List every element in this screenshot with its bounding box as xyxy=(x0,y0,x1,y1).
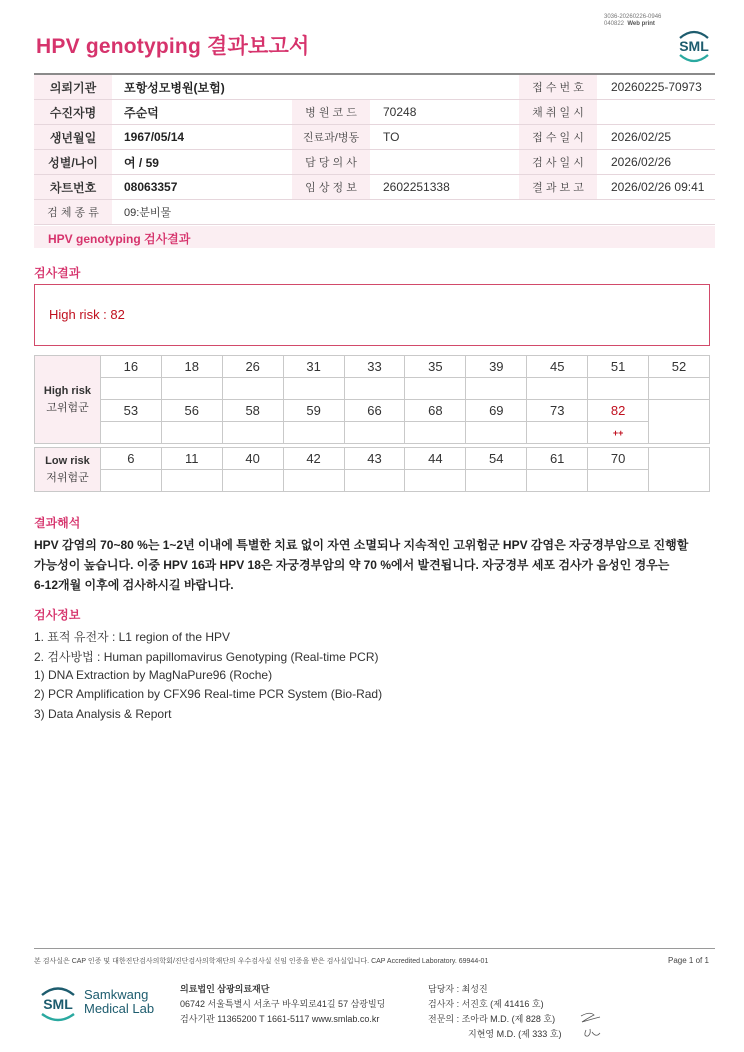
sex-age-value: 여 / 59 xyxy=(112,150,292,175)
genotype-cell: 61 xyxy=(527,448,588,470)
genotype-cell: 43 xyxy=(344,448,405,470)
genotype-cell: 70 xyxy=(588,448,649,470)
genotype-cell: 33 xyxy=(344,356,405,378)
interpretation-line: HPV 감염의 70~80 %는 1~2년 이내에 특별한 치료 없이 자연 소멸되나 지속적인 고위험군 HPV 감염은 자궁경부암으로 진행할 xyxy=(34,538,689,552)
genotype-cell: 73 xyxy=(527,400,588,422)
footer-divider xyxy=(34,948,715,949)
doctor-label: 담 당 의 사 xyxy=(292,150,370,175)
genotype-cell: 54 xyxy=(466,448,527,470)
test-info-line: 3) Data Analysis & Report xyxy=(34,707,172,721)
specimen-value: 09:분비물 xyxy=(112,200,715,225)
result-cell xyxy=(466,378,527,400)
info-row xyxy=(34,175,715,200)
receipt-no-value: 20260225-70973 xyxy=(597,75,715,100)
result-cell xyxy=(283,422,344,444)
result-cell xyxy=(161,378,222,400)
genotype-cell: 58 xyxy=(222,400,283,422)
section-bar xyxy=(34,226,715,248)
info-row xyxy=(34,200,715,225)
request-org-value: 포항성모병원(보험) xyxy=(112,75,519,100)
chart-no-value: 08063357 xyxy=(112,175,292,200)
result-cell xyxy=(405,470,466,492)
footer-brand xyxy=(84,988,154,1016)
result-cell xyxy=(466,422,527,444)
foundation-address: 06742 서울특별시 서초구 바우뫼로41길 57 삼광빌딩 xyxy=(180,999,386,1009)
genotype-cell: 68 xyxy=(405,400,466,422)
low-risk-label-ko: 저위험군 xyxy=(46,471,89,484)
info-row xyxy=(34,150,715,175)
result-cell xyxy=(161,422,222,444)
genotype-cell: 16 xyxy=(100,356,161,378)
patient-name-value: 주순덕 xyxy=(112,100,292,125)
test-info-heading: 검사정보 xyxy=(34,608,81,622)
collection-date-value xyxy=(597,100,715,125)
result-cell xyxy=(344,470,405,492)
collection-date-label: 채 취 일 시 xyxy=(519,100,597,125)
genotype-cell: 52 xyxy=(649,356,710,378)
genotype-cell: 51 xyxy=(588,356,649,378)
info-row xyxy=(34,125,715,150)
genotype-cell: 6 xyxy=(100,448,161,470)
positive-mark: ++ xyxy=(588,422,649,444)
footer-logo-text: SML xyxy=(43,996,73,1012)
info-row xyxy=(34,100,715,125)
test-info-line: 2) PCR Amplification by CFX96 Real-time PCR System (Bio-Rad) xyxy=(34,687,383,701)
result-cell xyxy=(527,422,588,444)
high-risk-grid xyxy=(34,355,710,444)
result-cell xyxy=(222,378,283,400)
info-row xyxy=(34,75,715,100)
clinical-info-value: 2602251338 xyxy=(370,175,519,200)
foundation-name: 의료법인 삼광의료재단 xyxy=(180,984,270,994)
genotype-cell: 39 xyxy=(466,356,527,378)
staff-line: 지현영 M.D. (제 333 호) xyxy=(468,1029,562,1039)
result-cell xyxy=(161,470,222,492)
clinical-info-label: 임 상 정 보 xyxy=(292,175,370,200)
receipt-date-label: 접 수 일 시 xyxy=(519,125,597,150)
report-date-label: 결 과 보 고 xyxy=(519,175,597,200)
result-cell xyxy=(222,470,283,492)
report-code-line1: 3036-20260226-0946 xyxy=(604,14,662,20)
section-title: HPV genotyping 검사결과 xyxy=(48,232,191,246)
genotype-cell: 56 xyxy=(161,400,222,422)
hospital-code-label: 병 원 코 드 xyxy=(292,100,370,125)
report-code xyxy=(604,14,661,28)
patient-info-table xyxy=(34,75,715,225)
result-cell xyxy=(283,470,344,492)
interpretation-line: 6-12개월 이후에 검사하시길 바랍니다. xyxy=(34,578,234,592)
result-cell xyxy=(344,422,405,444)
result-cell xyxy=(100,378,161,400)
result-cell xyxy=(405,378,466,400)
interpretation-line: 가능성이 높습니다. 이중 HPV 16과 HPV 18은 자궁경부암의 약 70 %에서 발견됩니다. 자궁경부 세포 검사가 음성인 경우는 xyxy=(34,558,670,572)
specimen-label: 검 체 종 류 xyxy=(34,200,112,225)
patient-name-label: 수진자명 xyxy=(34,100,112,125)
staff-line: 담당자 : 최성진 xyxy=(428,984,488,994)
report-code-line2: 040822 Web print xyxy=(604,21,655,27)
result-cell xyxy=(344,378,405,400)
low-risk-label xyxy=(35,448,101,492)
sex-age-label: 성별/나이 xyxy=(34,150,112,175)
hospital-code-value: 70248 xyxy=(370,100,519,125)
result-cell xyxy=(588,470,649,492)
result-cell xyxy=(405,422,466,444)
positive-genotype-cell: 82 xyxy=(588,400,649,422)
footer-note: 본 검사실은 CAP 인증 및 대한진단검사의학회/진단검사의학재단의 우수검사실 신임 인증을 받은 검사실입니다. CAP Accredited Laboratory. 69944-01 xyxy=(34,958,489,965)
genotype-cell: 53 xyxy=(100,400,161,422)
result-cell xyxy=(466,470,527,492)
genotype-cell: 69 xyxy=(466,400,527,422)
brand-line1: Samkwang xyxy=(84,987,149,1002)
genotype-cell: 26 xyxy=(222,356,283,378)
interpretation-text xyxy=(34,535,694,595)
receipt-no-label: 접 수 번 호 xyxy=(519,75,597,100)
sml-logo-icon xyxy=(672,24,716,68)
genotype-cell: 40 xyxy=(222,448,283,470)
result-box xyxy=(34,284,710,346)
high-risk-label-ko: 고위험군 xyxy=(46,401,89,414)
dept-label: 진료과/병동 xyxy=(292,125,370,150)
brand-line2: Medical Lab xyxy=(84,1001,155,1016)
result-cell xyxy=(100,422,161,444)
dob-value: 1967/05/14 xyxy=(112,125,292,150)
high-risk-label-en: High risk xyxy=(43,384,91,397)
test-info-line: 2. 검사방법 : Human papillomavirus Genotyping (Real-time PCR) xyxy=(34,650,379,664)
result-cell xyxy=(649,378,710,400)
test-date-value: 2026/02/26 xyxy=(597,150,715,175)
empty-cell xyxy=(649,448,710,492)
genotype-cell: 45 xyxy=(527,356,588,378)
page-number: Page 1 of 1 xyxy=(668,956,709,965)
foundation-contact: 검사기관 11365200 T 1661-5117 www.smlab.co.kr xyxy=(180,1014,380,1024)
genotype-cell: 59 xyxy=(283,400,344,422)
signature-icon xyxy=(578,1010,606,1040)
result-cell xyxy=(283,378,344,400)
sml-footer-logo-icon xyxy=(36,980,80,1026)
chart-no-label: 차트번호 xyxy=(34,175,112,200)
request-org-label: 의뢰기관 xyxy=(34,75,112,100)
report-date-value: 2026/02/26 09:41 xyxy=(597,175,715,200)
empty-cell xyxy=(649,400,710,444)
page-title: HPV genotyping 결과보고서 xyxy=(36,35,310,58)
dob-label: 생년월일 xyxy=(34,125,112,150)
result-text: High risk : 82 xyxy=(49,307,125,322)
genotype-cell: 31 xyxy=(283,356,344,378)
interpretation-heading: 결과해석 xyxy=(34,516,81,530)
test-date-label: 검 사 일 시 xyxy=(519,150,597,175)
high-risk-label xyxy=(35,356,101,444)
genotype-cell: 35 xyxy=(405,356,466,378)
test-info-line: 1) DNA Extraction by MagNaPure96 (Roche) xyxy=(34,668,273,682)
result-cell xyxy=(588,378,649,400)
result-cell xyxy=(527,470,588,492)
doctor-value xyxy=(370,150,519,175)
dept-value: TO xyxy=(370,125,519,150)
staff-line: 전문의 : 조아라 M.D. (제 828 호) xyxy=(428,1014,556,1024)
genotype-cell: 44 xyxy=(405,448,466,470)
staff-line: 검사자 : 서진호 (제 41416 호) xyxy=(428,999,544,1009)
genotype-cell: 66 xyxy=(344,400,405,422)
test-info-line: 1. 표적 유전자 : L1 region of the HPV xyxy=(34,630,231,644)
result-cell xyxy=(222,422,283,444)
genotype-cell: 18 xyxy=(161,356,222,378)
low-risk-label-en: Low risk xyxy=(45,454,90,467)
low-risk-grid xyxy=(34,447,710,492)
genotype-cell: 11 xyxy=(161,448,222,470)
genotype-cell: 42 xyxy=(283,448,344,470)
result-heading: 검사결과 xyxy=(34,266,81,280)
logo-text: SML xyxy=(679,38,709,54)
result-cell xyxy=(527,378,588,400)
result-cell xyxy=(100,470,161,492)
receipt-date-value: 2026/02/25 xyxy=(597,125,715,150)
